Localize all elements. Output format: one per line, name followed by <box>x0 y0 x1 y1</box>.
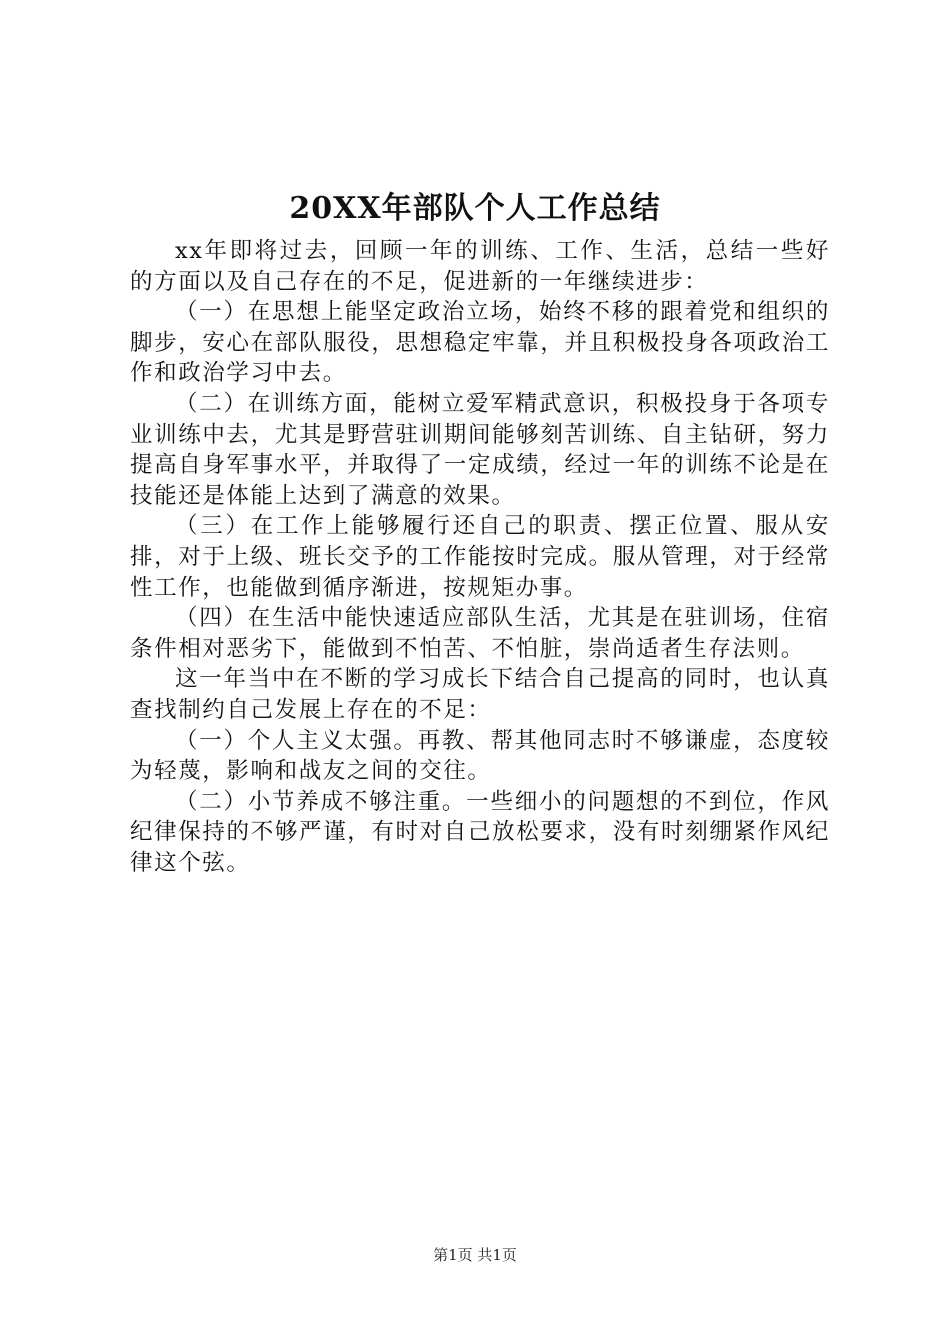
paragraph-shortcoming-1: （一）个人主义太强。再教、帮其他同志时不够谦虚，态度较为轻蔑，影响和战友之间的交往。 <box>130 727 830 785</box>
paragraph-item-1: （一）在思想上能坚定政治立场，始终不移的跟着党和组织的脚步，安心在部队服役，思想稳定牢靠，并且积极投身各项政治工作和政治学习中去。 <box>130 299 830 387</box>
page-number-footer: 第1页 共1页 <box>433 1246 517 1264</box>
document-body <box>130 236 830 878</box>
paragraph-item-2: （二）在训练方面，能树立爱军精武意识，积极投身于各项专业训练中去，尤其是野营驻训期间能够刻苦训练、自主钻研，努力提高自身军事水平，并取得了一定成绩，经过一年的训练不论是在技能还是体能上达到了满意的效果。 <box>130 390 830 509</box>
paragraph-intro: xx年即将过去，回顾一年的训练、工作、生活，总结一些好的方面以及自己存在的不足，促进新的一年继续进步： <box>130 238 830 295</box>
document-title: 20XX年部队个人工作总结 <box>289 191 661 226</box>
paragraph-item-3: （三）在工作上能够履行还自己的职责、摆正位置、服从安排，对于上级、班长交予的工作能按时完成。服从管理，对于经常性工作，也能做到循序渐进，按规矩办事。 <box>130 513 830 601</box>
paragraph-shortcomings-intro: 这一年当中在不断的学习成长下结合自己提高的同时，也认真查找制约自己发展上存在的不足： <box>130 666 830 723</box>
paragraph-item-4: （四）在生活中能快速适应部队生活，尤其是在驻训场，住宿条件相对恶劣下，能做到不怕苦、不怕脏，崇尚适者生存法则。 <box>130 605 830 662</box>
paragraph-shortcoming-2: （二）小节养成不够注重。一些细小的问题想的不到位，作风纪律保持的不够严谨，有时对自己放松要求，没有时刻绷紧作风纪律这个弦。 <box>130 788 830 876</box>
